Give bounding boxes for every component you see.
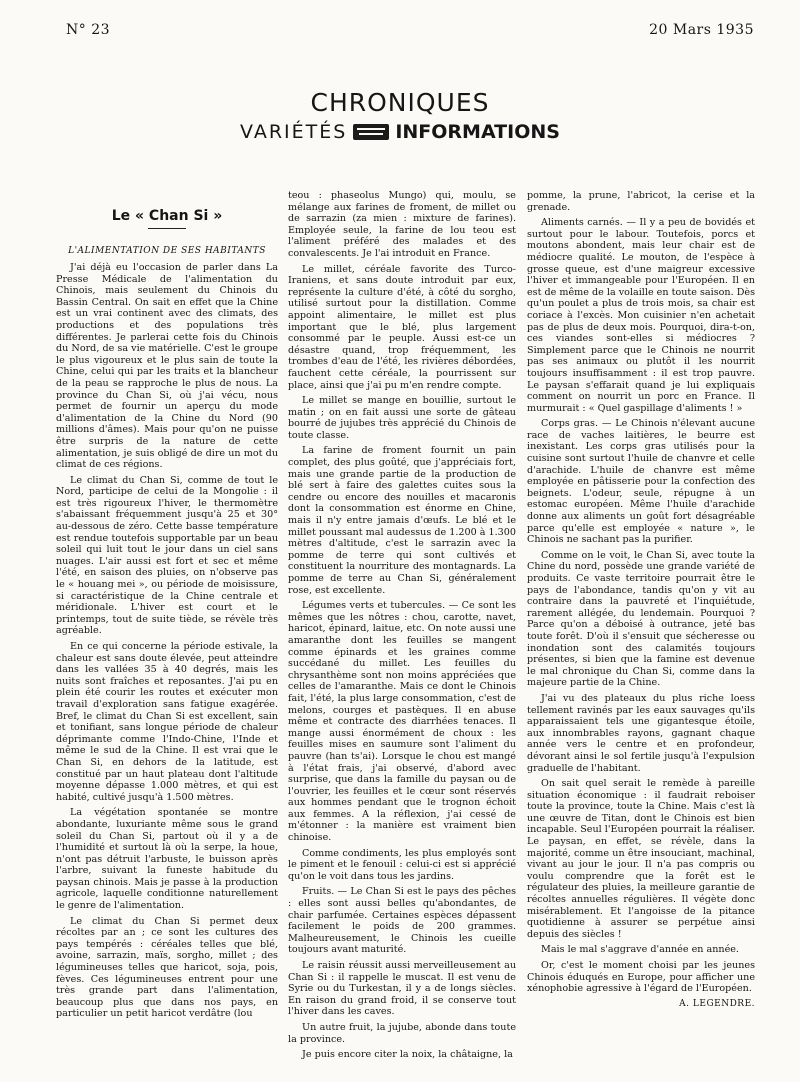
paragraph: La farine de froment fournit un pain complet, des plus goûté, que j'appréciais fort, mais une grande partie de la production de blé sert à faire des galettes cuites sous la cendre ou encore des nouilles et macaronis dont la consommation est énorme en Chine, mais il n'y entre jamais d'œufs. Le blé et le millet poussant mal audessus de 1.200 à 1.300 mètres d'altitude, c'est le sarrazin avec la pomme de terre qui sont cultivés et constituent la nourriture des montagnards. La pomme de terre au Chan Si, généralement rose, est excellente. [288, 445, 516, 596]
paragraph: Le climat du Chan Si permet deux récoltes par an ; ce sont les cultures des pays tempérés : céréales telles que blé, avoine, sarrazin, maïs, sorgho, millet ; des légumineuses telles que haricot, soja, pois, fèves. Ces légumineuses entrent pour une très grande part dans l'alimentation, beaucoup plus que dans nos pays, en particulier un petit haricot verdâtre (lou [56, 915, 278, 1020]
issue-number: N° 23 [66, 22, 111, 38]
paragraph: On sait quel serait le remède à pareille situation économique : il faudrait reboiser toute la province, toute la Chine. Mais c'est là une œuvre de Titan, dont le Chinois est bien incapable. Seul l'Européen pourrait la réaliser. Le paysan, en effet, se révèle, dans la majorité, comme un être insouciant, machinal, vivant au jour le jour. Il n'a pas compris ou voulu comprendre que la forêt est le régulateur des pluies, la meilleure garantie de récoltes annuelles régulières. Il végète donc misérablement. Et l'angoisse de la pitance quotidienne à assurer se perpétue ainsi depuis des siècles ! [527, 778, 755, 940]
paragraph: Fruits. — Le Chan Si est le pays des pêches : elles sont aussi belles qu'abondantes, de chair parfumée. Certaines espèces dépassent facilement le poids de 200 grammes. Malheureusement, le Chinois les cueille toujours avant maturité. [288, 886, 516, 956]
article-title: Le « Chan Si » [111, 208, 223, 224]
paragraph: La végétation spontanée se montre abondante, luxuriante même sous le grand soleil du Chan Si, partout où il y a de l'humidité et surtout là où la serpe, la houe, n'ont pas détruit l'arbuste, le buisson après l'arbre, suivant la funeste habitude du paysan chinois. Mais je passe à la production agricole, laquelle conditionne naturellement le genre de l'alimentation. [56, 807, 278, 912]
masthead-subtitle [0, 121, 800, 143]
article-subtitle: L'ALIMENTATION DE SES HABITANTS [68, 246, 266, 256]
paragraph: Comme condiments, les plus employés sont le piment et le fenouil : celui-ci est si apprécié qu'on le voit dans tous les jardins. [288, 847, 516, 882]
masthead-title: CHRONIQUES [310, 88, 490, 117]
paragraph: Le raisin réussit aussi merveilleusement au Chan Si : il rappelle le muscat. Il est venu de Syrie ou du Turkestan, il y a de longs siècles. En raison du grand froid, il se conserve tout l'hiver dans les caves. [288, 960, 516, 1018]
title-divider [148, 228, 186, 229]
paragraph: Le millet, céréale favorite des Turco-Iraniens, et sans doute introduit par eux, représente la culture d'été, à côté du sorgho, utilisé surtout pour la distillation. Comme appoint alimentaire, le millet est plus important que le blé, plus largement consommé par le peuple. Aussi est-ce un désastre quand, trop fréquemment, les trombes d'eau de l'été, les rivières débordées, fauchent cette céréale, la pourrissent sur place, ainsi que j'ai pu m'en rendre compte. [288, 263, 516, 391]
paragraph: Comme on le voit, le Chan Si, avec toute la Chine du nord, possède une grande variété de produits. Ce vaste territoire pourrait être le pays de l'abondance, tandis qu'on y vit au contraire dans la pauvreté et l'inquiétude, rarement allégée, du lendemain. Pourquoi ? Parce qu'on a déboisé à outrance, jeté bas toute forêt. D'où il s'ensuit que sécheresse ou inondation sont des calamités toujours présentes, si bien que la famine est devenue le mal chronique du Chan Si, comme dans la majeure partie de la Chine. [527, 549, 755, 689]
paragraph: teou : phaseolus Mungo) qui, moulu, se mélange aux farines de froment, de millet ou de sarrazin (za mien : mixture de farines). Employée seule, la farine de lou teou est l'aliment préféré des malades et des convalescents. Je l'ai introduit en France. [288, 190, 516, 259]
paragraph: En ce qui concerne la période estivale, la chaleur est sans doute élevée, peut atteindre dans les vallées 35 à 40 degrés, mais les nuits sont fraîches et reposantes. J'ai pu en plein été courir les routes et exécuter mon travail d'exploration sans fatigue exagérée. Bref, le climat du Chan Si est excellent, sain et tonifiant, sans longue période de chaleur déprimante comme l'Indo-Chine, l'Inde et même le sud de la Chine. Il est vrai que le Chan Si, en dehors de la latitude, est constitué par un haut plateau dont l'altitude moyenne dépasse 1.000 mètres, et qui est habité, cultivé jusqu'à 1.500 mètres. [56, 641, 278, 803]
masthead-emblem-icon [353, 124, 389, 140]
paragraph: Légumes verts et tubercules. — Ce sont les mêmes que les nôtres : chou, carotte, navet, haricot, épinard, laitue, etc. On note aussi une amaranthe dont les feuilles se mangent comme épinards et les graines comme succédané du millet. Les feuilles du chrysanthème sont non moins appréciées que celles de l'amaranthe. Mais ce dont le Chinois fait, l'été, la plus large consommation, c'est de melons, courges et pastèques. Il en abuse même et contracte des diarrhées tenaces. Il mange aussi énormément de choux : les feuilles mises en saumure sont l'aliment du pauvre (han ts'ai). Lorsque le chou est mangé à l'état frais, j'ai observé, d'abord avec surprise, que dans la famille du paysan ou de l'ouvrier, les feuilles et le cœur sont réservés aux hommes pendant que le trognon échoit aux femmes. A la réflexion, j'ai cessé de m'étonner : la manière est vraiment bien chinoise. [288, 600, 516, 844]
masthead-right-word: INFORMATIONS [395, 121, 560, 143]
paragraph: Un autre fruit, la jujube, abonde dans toute la province. [288, 1021, 516, 1045]
column-3 [527, 190, 755, 1060]
paragraph: Aliments carnés. — Il y a peu de bovidés et surtout pour le labour. Toutefois, porcs et moutons abondent, mais leur chair est de médiocre qualité. Le mouton, de l'espèce à grosse queue, est d'une maigreur excessive l'hiver et immangeable pour l'Européen. Il en est de même de la volaille en toute saison. Dès qu'un poulet a plus de trois mois, sa chair est coriace à l'excès. Mon cuisinier n'en achetait pas de plus de deux mois. Pourquoi, dira-t-on, ces viandes sont-elles si médiocres ? Simplement parce que le Chinois ne nourrit pas ses animaux ou plutôt il les nourrit toujours insuffisamment : il est trop pauvre. Le paysan s'effarait quand je lui expliquais comment on nourrit un porc en France. Il murmurait : « Quel gaspillage d'aliments ! » [527, 217, 755, 414]
paragraph: pomme, la prune, l'abricot, la cerise et la grenade. [527, 190, 755, 213]
paragraph: J'ai déjà eu l'occasion de parler dans La Presse Médicale de l'alimentation du Chinois, mais seulement du Chinois du Bassin Central. On sait en effet que la Chine est un vrai continent avec des climats, des productions et des populations très différentes. Je parlerai cette fois du Chinois du Nord, de sa vie matérielle. C'est le groupe le plus vigoureux et le plus sain de toute la Chine, celui qui par les traits et la blancheur de la peau se rapproche le plus de nous. La province du Chan Si, où j'ai vécu, nous permet de fournir un aperçu du mode d'alimentation de la Chine du Nord (90 millions d'âmes). Mais pour qu'on ne puisse être surpris de la nature de cette alimentation, je suis obligé de dire un mot du climat de ces régions. [56, 262, 278, 471]
column-1 [56, 232, 278, 1062]
paragraph: Je puis encore citer la noix, la châtaigne, la [302, 1049, 513, 1060]
paragraph: Corps gras. — Le Chinois n'élevant aucune race de vaches laitières, le beurre est inexistant. Les corps gras utilisés pour la cuisine sont surtout l'huile de chanvre et celle d'arachide. L'huile de chanvre est même employée en pâtisserie pour la confection des beignets. L'odeur, seule, répugne à un estomac européen. Même l'huile d'arachide donne aux aliments un goût fort désagréable parce qu'elle est employée « nature », le Chinois ne sachant pas la purifier. [527, 418, 755, 546]
paragraph: Mais le mal s'aggrave d'année en année. [541, 944, 739, 956]
article-signature: A. LEGENDRE. [679, 998, 755, 1009]
issue-date: 20 Mars 1935 [649, 22, 754, 38]
paragraph: J'ai vu des plateaux du plus riche loess tellement ravinés par les eaux sauvages qu'ils apparaissaient tels une gigantesque étoile, aux innombrables rayons, gagnant chaque année vers le centre et en profondeur, dévorant ainsi le sol fertile jusqu'à l'expulsion graduelle de l'habitant. [527, 692, 755, 774]
masthead-left-word: VARIÉTÉS [240, 121, 348, 143]
paragraph: Le millet se mange en bouillie, surtout le matin ; on en fait aussi une sorte de gâteau bourré de jujubes très apprécié du Chinois de toute classe. [288, 395, 516, 441]
column-2 [288, 190, 516, 1060]
paragraph: Le climat du Chan Si, comme de tout le Nord, participe de celui de la Mongolie : il est très rigoureux l'hiver, le thermomètre s'abaissant fréquemment jusqu'à 25 et 30° au-dessous de zéro. Cette basse température est rendue toutefois supportable par un beau soleil qui luit tout le jour dans un ciel sans nuages. L'air aussi est fort et sec et même l'été, en saison des pluies, on n'observe pas le « houang mei », ou période de moisissure, si caractéristique de la Chine centrale et méridionale. L'hiver est court et le printemps, tout de suite tiède, se révèle très agréable. [56, 474, 278, 637]
paragraph: Or, c'est le moment choisi par les jeunes Chinois éduqués en Europe, pour afficher une xénophobie agressive à l'égard de l'Européen. [527, 960, 755, 995]
